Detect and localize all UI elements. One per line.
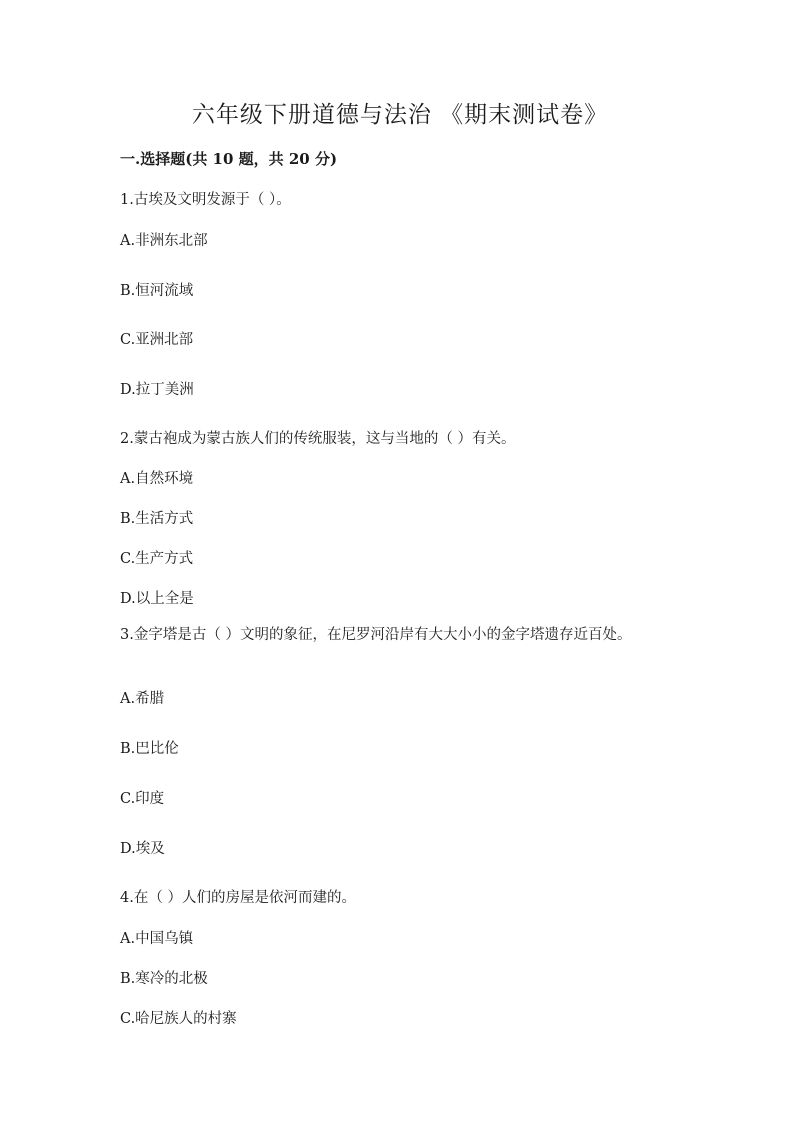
page-title: 六年级下册道德与法治 《期末测试卷》 [191,102,609,128]
question-2-stem: 2.蒙古袍成为蒙古族人们的传统服装，这与当地的（ ）有关。 [120,431,516,447]
question-3-option-d: D.埃及 [120,841,165,857]
question-2-option-b: B.生活方式 [120,511,194,527]
question-3-stem: 3.金字塔是古（ ）文明的象征，在尼罗河沿岸有大大小小的金字塔遗存近百处。 [120,627,632,643]
question-3-option-c: C.印度 [120,791,165,807]
question-2-option-a: A.自然环境 [120,471,194,487]
question-4-option-c: C.哈尼族人的村寨 [120,1011,237,1027]
question-1-option-b: B.恒河流域 [120,283,194,299]
question-1-option-d: D.拉丁美洲 [120,382,194,398]
question-1-option-a: A.非洲东北部 [120,233,208,249]
question-2-option-c: C.生产方式 [120,551,194,567]
question-4-option-b: B.寒冷的北极 [120,971,208,987]
question-4-stem: 4.在（ ）人们的房屋是依河而建的。 [120,890,356,906]
question-3-option-b: B.巴比伦 [120,741,179,757]
question-1-option-c: C.亚洲北部 [120,332,194,348]
section-heading: 一.选择题(共 10 题，共 20 分) [120,150,338,168]
question-2-option-d: D.以上全是 [120,591,194,607]
question-3-option-a: A.希腊 [120,691,165,707]
question-1-stem: 1.古埃及文明发源于（ ）。 [120,192,291,208]
question-4-option-a: A.中国乌镇 [120,931,194,947]
